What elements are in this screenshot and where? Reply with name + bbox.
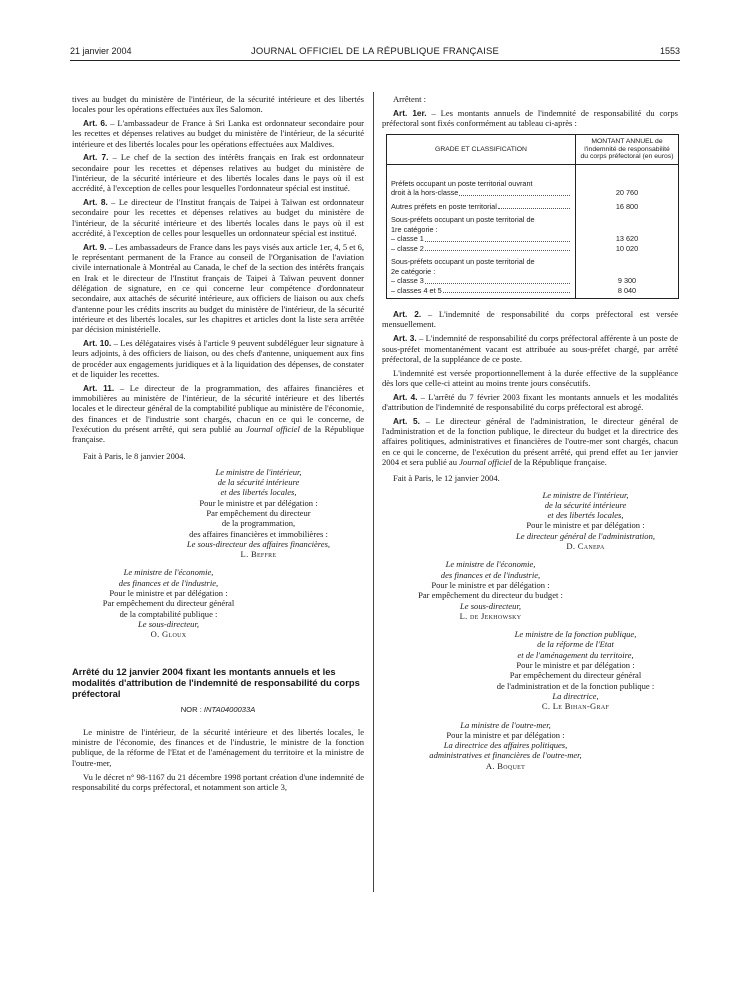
table-row: 2e catégorie : — [387, 267, 679, 277]
paragraph: tives au budget du ministère de l'intérieur, de la sécurité intérieure et des libertés locales pour les opérations effectuées aux îles Salomon. — [72, 94, 364, 115]
table-header-amount: MONTANT ANNUEL de l'indemnité de responsabilité du corps préfectoral (en euros) — [576, 135, 679, 164]
nor-reference: NOR : INTA0400033A — [180, 704, 256, 714]
signature-block: La ministre de l'outre-mer, Pour la ministre et par délégation : La directrice des affaires politiques, administratives et financières de l'outre-mer, A. Boquet — [429, 719, 582, 771]
page-number: 1553 — [659, 46, 680, 56]
right-column — [382, 94, 678, 779]
signature-block: Le ministre de la fonction publique, de la réforme de l'Etat et de l'aménagement du territoire, Pour le ministre et par délégation : Par empêchement du directeur général de l'administration et de la fonction publique : La directrice, C. Le Bihan-Graf — [496, 629, 655, 712]
signatory-name: A. Boquet — [485, 760, 526, 771]
decree-title: Arrêté du 12 janvier 2004 fixant les montants annuels et les modalités d'attribution de l'indemnité de responsabilité du corps préfectoral — [72, 665, 360, 699]
decree-vu: Vu le décret n° 98-1167 du 21 décembre 1998 portant création d'une indemnité de responsabilité du corps préfectoral, et notamment son article 3, — [72, 771, 364, 792]
header-date: 21 janvier 2004 — [70, 46, 132, 56]
arretent: Arrêtent : — [393, 94, 426, 104]
signature-block: Le ministre de l'économie, des finances et de l'industrie, Pour le ministre et par délégation : Par empêchement du directeur général de la comptabilité publique : Le sous-directeur, O. Gloux — [102, 567, 235, 640]
table-row: Préfets occupant un poste territorial ouvrant — [387, 164, 679, 188]
signatory-name: D. Canepa — [566, 541, 605, 552]
table-header-grade: GRADE ET CLASSIFICATION — [387, 135, 576, 164]
table-row: Autres préfets en poste territorial 16 800 — [387, 198, 679, 212]
signature-block: Le ministre de l'intérieur, de la sécurité intérieure et des libertés locales, Pour le ministre et par délégation : Le directeur général de l'administration, D. Canepa — [516, 489, 655, 552]
signatory-name: L. Beffre — [240, 549, 277, 560]
article-10: Art. 10. – Les délégataires visés à l'article 9 peuvent subdéléguer leur signature à leurs adjoints, à des officiers de liaison, ou des chefs d'antenne, uniquement aux fins de procéder aux engagements juridiques et à la liquidation des dépenses, de constater et de liquider les recettes. — [72, 338, 364, 379]
table-row: – classe 3 9 300 — [387, 276, 679, 286]
table-row: – classe 1 13 620 — [387, 234, 679, 244]
fait-a-paris: Fait à Paris, le 12 janvier 2004. — [393, 473, 500, 484]
article-7: Art. 7. – Le chef de la section des intérêts français en Irak est ordonnateur secondaire pour les recettes et dépenses relatives au budget du ministère de l'intérieur, de la sécurité intérieure et des libertés locales dans le pays où il est accrédité, à l'exception de celles pour lesquelles l'ordonnateur spécial est institué. — [72, 152, 364, 194]
article-6: Art. 6. – L'ambassadeur de France à Sri Lanka est ordonnateur secondaire pour les recettes et dépenses relatives au budget du ministère de l'intérieur, de la sécurité intérieure et des libertés locales pour les opérations effectuées aux Maldives. — [72, 118, 364, 149]
column-divider — [373, 92, 374, 892]
article-8: Art. 8. – Le directeur de l'Institut français de Taipei à Taïwan est ordonnateur secondaire pour les recettes et dépenses relatives au budget du ministère de l'intérieur, de la sécurité intérieure et des libertés locales dans le pays où il est accrédité, à l'exception de celles pour lesquelles un ordonnateur spécial est institué. — [72, 197, 365, 239]
page-header — [70, 46, 680, 60]
indemnity-table — [386, 134, 679, 299]
article-1: Art. 1er. – Les montants annuels de l'indemnité de responsabilité du corps préfectoral sont fixés conformément au tableau ci-après : — [382, 107, 678, 129]
article-11: Art. 11. – Le directeur de la programmation, des affaires financières et immobilières au ministère de l'intérieur, de la sécurité intérieure et des libertés locales et le directeur général de la comptabilité publique au ministère de l'économie, des finances et de l'industrie sont chargés, chacun en ce qui le concerne, de l'exécution du présent arrêté, qui sera publié au Journal officiel de la République française. — [72, 382, 365, 445]
signatory-name: C. Le Bihan-Graf — [541, 701, 610, 712]
article-3-continued: L'indemnité est versée proportionnellement à la durée effective de la suppléance dès lors que celle-ci atteint au moins trente jours consécutifs. — [382, 367, 678, 388]
table-row: 1re catégorie : — [387, 225, 679, 235]
article-2: Art. 2. – L'indemnité de responsabilité du corps préfectoral est versée mensuellement. — [382, 309, 678, 330]
article-5: Art. 5. – Le directeur général de l'administration, le directeur général de l'administration et de la fonction publique, le directeur du budget et la directrice des affaires politiques, administratives et financières de l'outre-mer sont chargés, chacun en ce qui le concerne, de l'exécution du présent arrêté, qui prend effet au 1er janvier 2004 et sera publié au Journal officiel de la République française. — [382, 415, 679, 467]
signature-block: Le ministre de l'économie, des finances et de l'industrie, Pour le ministre et par délégation : Par empêchement du directeur du budget : Le sous-directeur, L. de Jekhowsky — [418, 559, 563, 621]
header-rule — [70, 60, 680, 61]
article-4: Art. 4. – L'arrêté du 7 février 2003 fixant les montants annuels et les modalités d'attribution de l'indemnité de responsabilité du corps préfectoral est abrogé. — [382, 391, 679, 412]
table-row: – classes 4 et 5 8 040 — [387, 286, 679, 299]
signatory-name: L. de Jekhowsky — [459, 610, 522, 621]
fait-a-paris: Fait à Paris, le 8 janvier 2004. — [83, 450, 186, 461]
left-column — [72, 94, 364, 796]
journal-title: JOURNAL OFFICIEL DE LA RÉPUBLIQUE FRANÇAISE — [250, 46, 500, 57]
table-row: Sous-préfets occupant un poste territorial de — [387, 211, 679, 225]
table-row: droit à la hors-classe 20 760 — [387, 188, 679, 198]
article-3: Art. 3. – L'indemnité de responsabilité du corps préfectoral afférente à un poste de sous-préfet momentanément vacant est attribuée au sous-préfet chargé, par arrêté préfectoral, de la suppléance de ce poste. — [382, 333, 678, 364]
decree-intro: Le ministre de l'intérieur, de la sécurité intérieure et des libertés locales, le ministre de l'économie, des finances et de l'industrie, le ministre de la fonction publique, de la réforme de l'Etat et de l'aménagement du territoire et la ministre de l'outre-mer, — [72, 726, 364, 768]
signatory-name: O. Gloux — [150, 629, 187, 640]
signature-block: Le ministre de l'intérieur, de la sécurité intérieure et des libertés locales, Pour le ministre et par délégation : Par empêchement du directeur de la programmation, des affaires financières et immobilières : Le sous-directeur des affaires financières, L. Beffre — [186, 466, 331, 560]
table-row: Sous-préfets occupant un poste territorial de — [387, 253, 679, 267]
article-9: Art. 9. – Les ambassadeurs de France dans les pays visés aux article 1er, 4, 5 et 6, le représentant permanent de la France au conseil de l'Organisation de l'aviation civile internationale à Montréal au Canada, le chef de la section des intérêts français en Irak et le directeur de l'Institut français de Taipei à Taïwan peuvent donner délégation de signature, en ce qui concerne leur compétence d'ordonnateur secondaire, aux attachés de sécurité intérieure, aux officiers de liaison ou aux chefs d'antenne pour les crédits inscrits au budget du ministère de l'intérieur, de la sécurité intérieure et des libertés locales, sur les chapitres et articles dont la liste sera arrêtée par décision ministérielle. — [72, 241, 365, 335]
table-row: – classe 2 10 020 — [387, 244, 679, 254]
